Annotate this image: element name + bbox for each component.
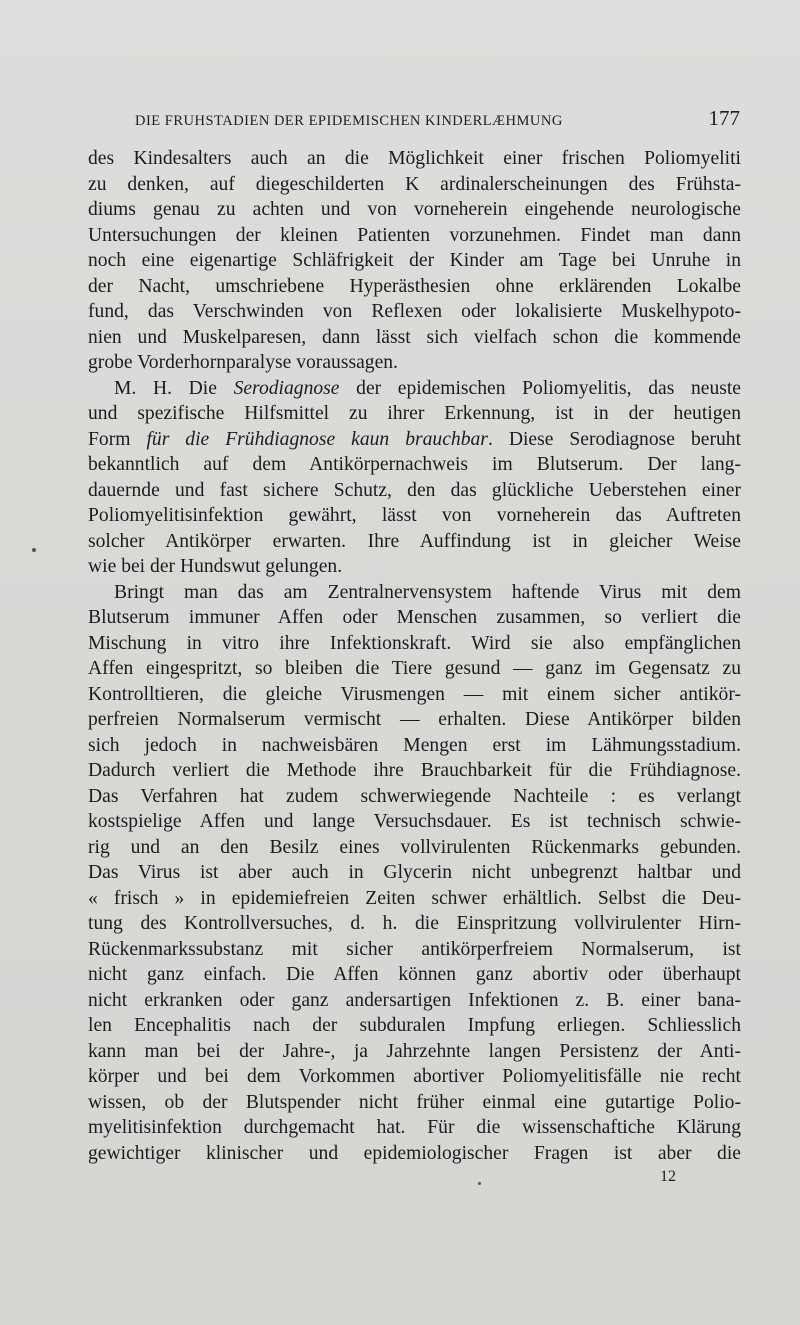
text-segment: Form	[88, 428, 147, 450]
running-title: DIE FRUHSTADIEN DER EPIDEMISCHEN KINDERLÆHMUNG	[135, 113, 563, 129]
text-line: Poliomyelitisinfektion gewährt, lässt von vorneherein das Auftreten	[88, 505, 741, 526]
text-line: fund, das Verschwinden von Reflexen oder lokalisierte Muskelhypoto-	[88, 301, 741, 322]
emphasis-text: für die Frühdiagnose kaun brauchbar	[146, 428, 488, 450]
text-line: Untersuchungen der kleinen Patienten vorzunehmen. Findet man dann	[88, 224, 741, 246]
body-text	[88, 146, 741, 1166]
page-number: 177	[708, 106, 740, 130]
text-line: zu denken, auf diegeschilderten K ardinalerscheinungen des Frühsta-	[88, 173, 741, 195]
text-line: solcher Antikörper erwarten. Ihre Auffindung ist in gleicher Weise	[88, 530, 741, 552]
text-line: Kontrolltieren, die gleiche Virusmengen — mit einem sicher antikör-	[88, 683, 741, 705]
text-line: noch eine eigenartige Schläfrigkeit der Kinder am Tage bei Unruhe in	[88, 250, 741, 271]
text-line: nicht ganz einfach. Die Affen können ganz abortiv oder überhaupt	[88, 964, 741, 985]
paragraph-end-line: grobe Vorderhornparalyse voraussagen.	[88, 352, 398, 373]
printer-signature: 12	[660, 1168, 676, 1185]
text-line-with-emphasis	[88, 376, 741, 402]
text-line: Mischung in vitro ihre Infektionskraft. Wird sie also empfänglichen	[88, 632, 741, 654]
text-line: Das Virus ist aber auch in Glycerin nicht unbegrenzt haltbar und	[88, 862, 741, 883]
text-line: Bringt man das am Zentralnervensystem haftende Virus mit dem	[114, 581, 741, 603]
text-line: nien und Muskelparesen, dann lässt sich vielfach schon die kommende	[88, 326, 741, 348]
text-line: Blutserum immuner Affen oder Menschen zusammen, so verliert die	[88, 607, 741, 628]
text-line: Dadurch verliert die Methode ihre Brauchbarkeit für die Frühdiagnose.	[88, 760, 741, 781]
text-line: kann man bei der Jahre-, ja Jahrzehnte langen Persistenz der Anti-	[88, 1040, 741, 1062]
text-line: und spezifische Hilfsmittel zu ihrer Erkennung, ist in der heutigen	[88, 403, 741, 424]
text-line: Rückenmarkssubstanz mit sicher antikörperfreiem Normalserum, ist	[88, 938, 741, 960]
text-line: dauernde und fast sichere Schutz, den das glückliche Ueberstehen einer	[88, 479, 741, 501]
text-line: körper und bei dem Vorkommen abortiver Poliomyelitisfälle nie recht	[88, 1066, 741, 1087]
text-line: kostspielige Affen und lange Versuchsdauer. Es ist technisch schwie-	[88, 811, 741, 832]
text-line: len Encephalitis nach der subduralen Impfung erliegen. Schliesslich	[88, 1015, 741, 1036]
text-line: der Nacht, umschriebene Hyperästhesien ohne erklärenden Lokalbe	[88, 275, 741, 297]
text-segment: . Diese Serodiagnose beruht	[487, 428, 742, 450]
text-line: tung des Kontrollversuches, d. h. die Einspritzung vollvirulenter Hirn-	[88, 913, 741, 934]
text-line: myelitisinfektion durchgemacht hat. Für die wissenschaftiche Klärung	[88, 1117, 741, 1138]
text-line: Das Verfahren hat zudem schwerwiegende Nachteile : es verlangt	[88, 785, 741, 807]
text-line: sich jedoch in nachweisbären Mengen erst im Lähmungsstadium.	[88, 734, 741, 756]
text-line: bekanntlich auf dem Antikörpernachweis im Blutserum. Der lang-	[88, 454, 741, 475]
running-head	[135, 106, 740, 132]
text-line: rig und an den Besilz eines vollvirulenten Rückenmarks gebunden.	[88, 836, 741, 858]
text-line: perfreien Normalserum vermischt — erhalten. Diese Antikörper bilden	[88, 709, 741, 730]
text-line: gewichtiger klinischer und epidemiologischer Fragen ist aber die	[88, 1142, 741, 1164]
text-line: « frisch » in epidemiefreien Zeiten schwer erhältlich. Selbst die Deu-	[88, 887, 741, 909]
text-line: des Kindesalters auch an die Möglichkeit einer frischen Poliomyeliti	[88, 148, 741, 169]
text-segment: der epidemischen Poliomyelitis, das neuste	[339, 377, 742, 399]
print-speck	[32, 548, 36, 552]
text-line: wissen, ob der Blutspender nicht früher einmal eine gutartige Polio-	[88, 1091, 741, 1113]
text-segment: M. H. Die	[114, 377, 234, 399]
text-line-with-emphasis	[88, 427, 741, 453]
emphasis-text: Serodiagnose	[233, 377, 340, 399]
text-line: diums genau zu achten und von vorneherein eingehende neurologische	[88, 199, 741, 220]
paragraph-end-line: wie bei der Hundswut gelungen.	[88, 556, 343, 577]
text-line: Affen eingespritzt, so bleiben die Tiere gesund — ganz im Gegensatz zu	[88, 658, 741, 679]
text-line: nicht erkranken oder ganz andersartigen Infektionen z. B. einer bana-	[88, 989, 741, 1011]
print-speck	[478, 1182, 481, 1185]
